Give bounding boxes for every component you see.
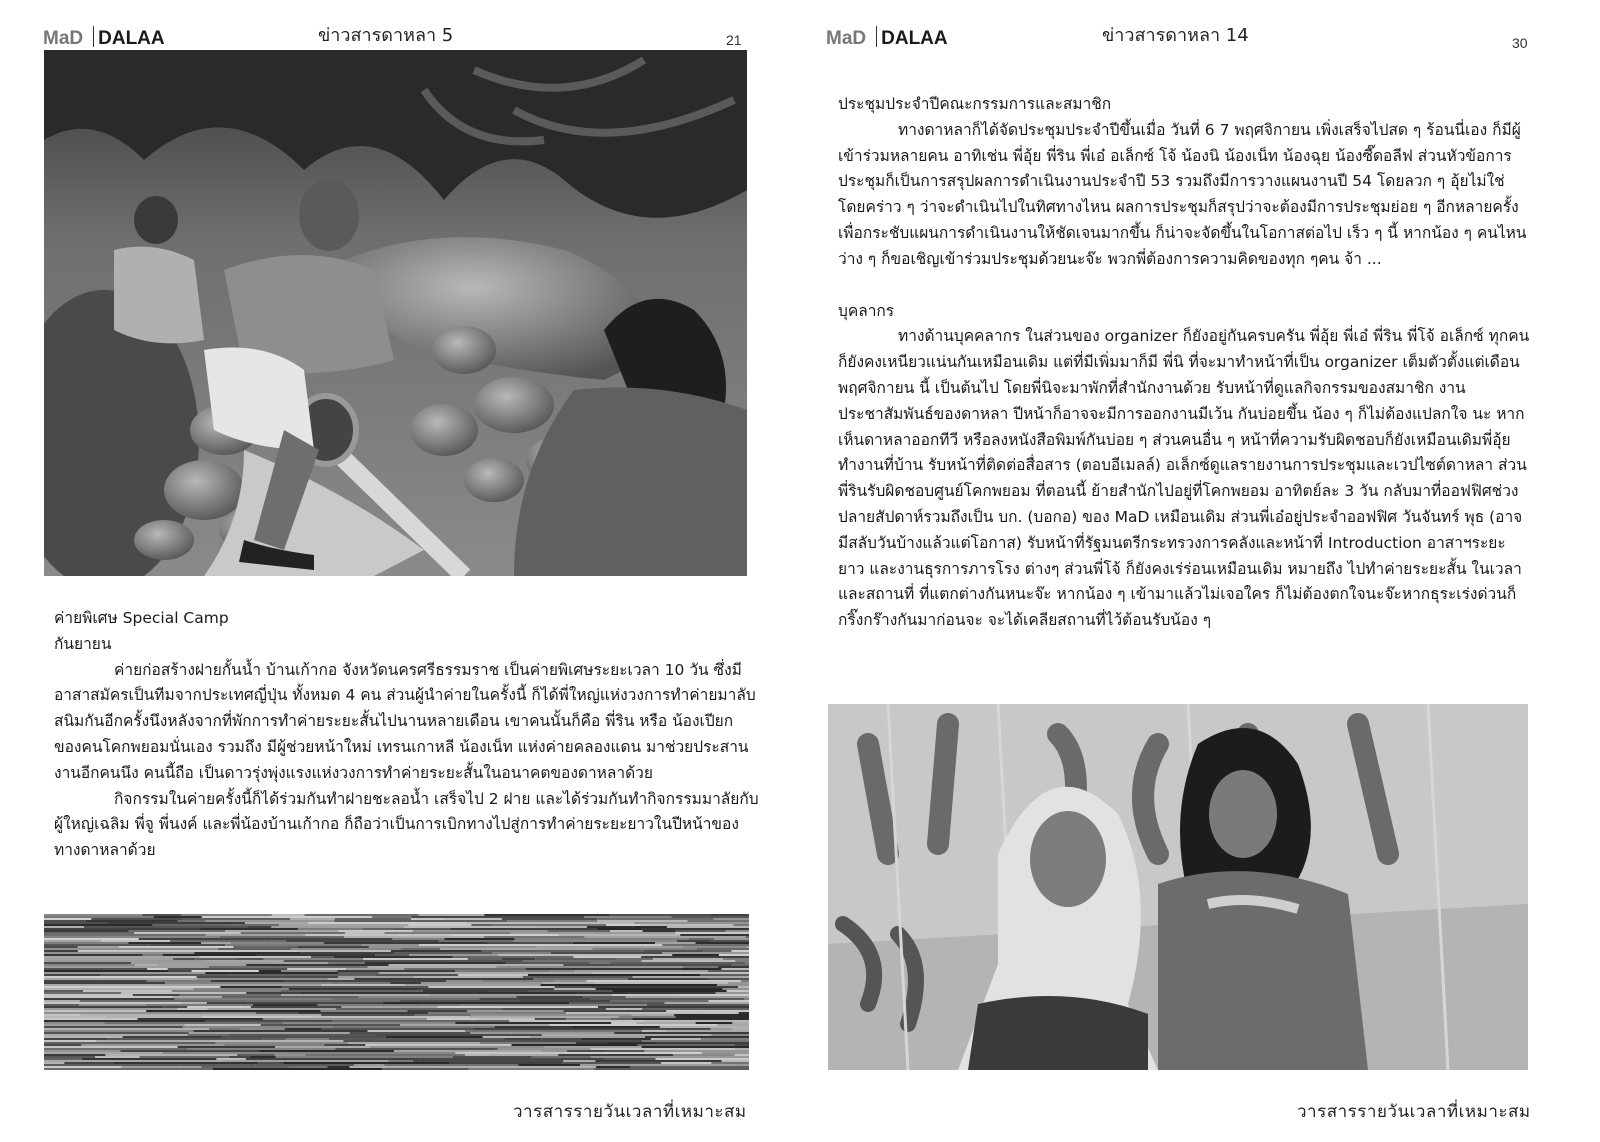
footer-tagline: วารสารรายวันเวลาที่เหมาะสม — [1297, 1102, 1531, 1122]
paragraph: ทางด้านบุคคลากร ในส่วนของ organizer ก็ยังอยู่กันครบครัน พี่อุ้ย พี่เอ๋ พี่ริน พี่โจ้ อเล็กซ์ ทุกคนก็ยังคงเหนียวแน่นกันเหมือนเดิม แต่ที่มีเพิ่มมาก็มี พี่นิ ที่จะมาทำหน้าที่เป็น organizer เต็มตัวตั้งแต่เดือน พฤศจิกายน นี้ เป็นต้นไป โดยพี่นิจะมาพักที่สำนักงานด้วย รับหน้าที่ดูแลกิจกรรมของสมาชิก งานประชาสัมพันธ์ของดาหลา ปีหน้าก็อาจจะมีการออกงานมีเว้น กันบ่อยขึ้น น้อง ๆ ก็ไม่ต้องแปลกใจ นะ หากเห็นดาหลาออกทีวี หรือลงหนังสือพิมพ์กันบ่อย ๆ ส่วนคนอื่น ๆ หน้าที่ความรับผิดชอบก็ยังเหมือนเดิมพี่อุ้ยทำงานที่บ้าน รับหน้าที่ติดต่อสื่อสาร (ตอบอีเมลล์) อเล็กซ์ดูแลรายงานการประชุมและเวปไซต์ดาหลา ส่วนพี่รินรับผิดชอบศูนย์โคกพยอม ที่ตอนนี้ ย้ายสำนักไปอยู่ที่โคกพยอม อาทิตย์ละ 3 วัน กลับมาที่ออฟฟิศช่วงปลายสัปดาห์รวมถึงเป็น บก. (บอกอ) ของ MaD เหมือนเดิม ส่วนพี่เอ๋อยู่ประจำออฟฟิศ วันจันทร์ พุธ (อาจมีสลับวันบ้างแล้วแต่โอกาส) รับหน้าที่รัฐมนตรีกระทรวงการคลังและหน้าที่ Introduction อาสาฯระยะยาว และงานธุรการภารโรง ต่างๆ ส่วนพี่โจ้ ก็ยังคงเร่ร่อนเหมือนเดิม หมายถึง ไปทำค่ายระยะสั้น ในเวลา และสถานที่ ที่แตกต่างกันหนะจ๊ะ หากน้อง ๆ เข้ามาแล้วไม่เจอใคร ก็ไม่ต้องตกใจนะจ๊ะหากธุระเร่งด่วนก็กริ๊งกร๊างกันมาก่อนจะ จะได้เคลียสถานที่ไว้ต้อนรับน้อง ๆ — [838, 327, 1530, 630]
brand-mad: MaD — [43, 28, 84, 49]
brand-logo — [826, 26, 948, 50]
issue-title: ข่าวสารดาหลา 14 — [1102, 25, 1249, 46]
page-number: 21 — [726, 32, 742, 48]
brand-divider — [876, 26, 877, 47]
paragraph: ทางดาหลาก็ได้จัดประชุมประจำปีขึ้นเมื่อ วันที่ 6 7 พฤศจิกายน เพิ่งเสร็จไปสด ๆ ร้อนนี่เอง ก็มีผู้เข้าร่วมหลายคน อาทิเช่น พี่อุ้ย พี่ริน พี่เอ๋ อเล็กซ์ โจ้ น้องนิ น้องเน็ท น้องฉุย น้องซี๊ดอลีฟ ส่วนหัวข้อการประชุมก็เป็นการสรุปผลการดำเนินงานประจำปี 53 รวมถึงมีการวางแผนงานปี 54 โดยลวก ๆ อุ้ยไม่ใช่ โดยคร่าว ๆ ว่าจะดำเนินไปในทิศทางไหน ผลการประชุมก็สรุปว่าจะต้องมีการประชุมย่อย ๆ อีกหลายครั้งเพื่อกระชับแผนการดำเนินงานให้ชัดเจนมากขึ้น ก็น่าจะจัดขึ้นในโอกาสต่อไป เร็ว ๆ นี้ หากน้อง ๆ คนไหนว่าง ๆ ก็ขอเชิญเข้าร่วมประชุมด้วยนะจ๊ะ พวกพี่ต้องการความคิดของทุก ๆคน จ้า ... — [838, 120, 1527, 268]
right-article — [838, 92, 1530, 634]
issue-title: ข่าวสารดาหลา 5 — [318, 25, 454, 46]
page-number: 30 — [1512, 35, 1528, 51]
brand-dalaa: DALAA — [98, 28, 165, 49]
section-title: ประชุมประจำปีคณะกรรมการและสมาชิก — [838, 95, 1112, 113]
streak-texture-image — [44, 914, 749, 1070]
brand-dalaa: DALAA — [881, 28, 948, 49]
footer-tagline: วารสารรายวันเวลาที่เหมาะสม — [513, 1102, 747, 1122]
left-article — [54, 606, 759, 864]
paragraph: ค่ายก่อสร้างฝายกั้นน้ำ บ้านเก้ากอ จังหวัดนครศรีธรรมราช เป็นค่ายพิเศษระยะเวลา 10 วัน ซึ่งมีอาสาสมัครเป็นทีมจากประเทศญี่ปุ่น ทั้งหมด 4 คน ส่วนผู้นำค่ายในครั้งนี้ ก็ได้พี่ใหญ่แห่งวงการทำค่ายมาลับสนิมกันอีกครั้งนึงหลังจากที่พักการทำค่ายระยะสั้นไปนานหลายเดือน เขาคนนั้นก็คือ พี่ริน หรือ น้องเปียกของคนโคกพยอมนั่นเอง รวมถึง มีผู้ช่วยหน้าใหม่ เทรนเกาหลี น้องเน็ท แห่งค่ายคลองแดน มาช่วยประสานงานอีกคนนึง คนนี้ถือ เป็นดาวรุ่งพุ่งแรงแห่งวงการทำค่ายระยะสั้นในอนาคตของดาหลาด้วย — [54, 660, 756, 782]
section-title: ค่ายพิเศษ Special Camp — [54, 609, 229, 627]
brand-divider — [93, 26, 94, 47]
section-title: บุคลากร — [838, 301, 895, 320]
brand-mad: MaD — [826, 28, 867, 49]
brand-logo — [43, 26, 165, 50]
paragraph: กิจกรรมในค่ายครั้งนี้ก็ได้ร่วมกันทำฝายชะลอน้ำ เสร็จไป 2 ฝาย และได้ร่วมกันทำกิจกรรมมาลัยกับผู้ใหญ่เฉลิม พี่จู พี่นงค์ และพี่น้องบ้านเก้ากอ ก็ถือว่าเป็นการเบิกทางไปสู่การทำค่ายระยะยาวในปีหน้าของทางดาหลาด้วย — [54, 789, 759, 860]
section-month: กันยายน — [54, 634, 112, 653]
two-people-smiling-photo — [828, 704, 1528, 1070]
workers-building-weir-photo — [44, 50, 747, 576]
right-page — [800, 0, 1600, 1142]
